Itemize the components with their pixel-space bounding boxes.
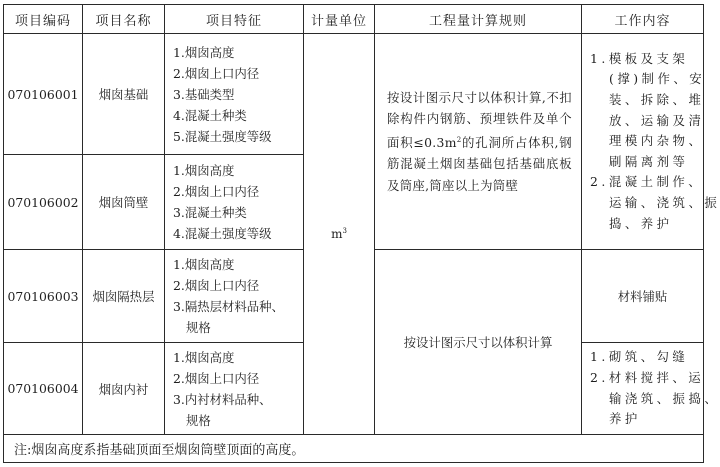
work-content-lining (582, 343, 720, 435)
rule-text-b: 的孔洞所占体积,钢筋混凝土烟囱基础包括基础底板及筒座,筒座以上为筒壁 (387, 134, 572, 193)
work-line: 运输、浇筑、振 (609, 194, 720, 210)
feature-line: 3.基础类型 (173, 86, 235, 102)
feature-line: 5.混凝土强度等级 (173, 128, 272, 144)
feature-line: 3.内衬材料品种、 (173, 391, 272, 407)
feature-line: 2.烟囱上口内径 (173, 65, 260, 81)
item-features (165, 250, 304, 343)
header-unit: 计量单位 (304, 5, 375, 34)
note-row (4, 435, 704, 463)
item-features (165, 155, 304, 250)
item-code: 070106002 (4, 155, 83, 250)
item-features (165, 34, 304, 155)
header-work: 工作内容 (582, 5, 704, 34)
item-code: 070106004 (4, 343, 83, 435)
feature-line: 4.混凝土种类 (173, 107, 247, 123)
header-rule: 工程量计算规则 (375, 5, 582, 34)
feature-line: 2.烟囱上口内径 (173, 278, 260, 293)
work-line: 养护 (609, 411, 641, 427)
feature-line: 1.烟囱高度 (173, 163, 235, 178)
item-code: 070106001 (4, 34, 83, 155)
work-line: 2.混凝土制作、 (590, 174, 705, 190)
feature-line: 2.烟囱上口内径 (173, 184, 260, 199)
item-name: 烟囱基础 (83, 34, 165, 155)
item-name: 烟囱内衬 (83, 343, 165, 435)
item-name: 烟囱隔热层 (83, 250, 165, 343)
header-features: 项目特征 (165, 5, 304, 34)
rule-text-a: 按设计图示尺寸以体积计算,不扣除构件内钢筋、预埋铁件及单个面积≤0.3m (387, 89, 572, 150)
table-row (4, 34, 704, 155)
feature-line: 1.烟囱高度 (173, 257, 235, 272)
feature-line: 4.混凝土强度等级 (173, 226, 272, 241)
feature-line: 1.烟囱高度 (173, 349, 235, 365)
table-note: 注:烟囱高度系指基础顶面至烟囱筒壁顶面的高度。 (4, 435, 704, 463)
calc-rule-volume: 按设计图示尺寸以体积计算 (375, 250, 582, 435)
work-line: 1.砌筑、勾缝 (590, 349, 689, 365)
feature-line: 2.烟囱上口内径 (173, 370, 260, 386)
feature-line: 规格 (186, 412, 211, 428)
item-features (165, 343, 304, 435)
feature-line: 3.混凝土种类 (173, 205, 247, 220)
item-code: 070106003 (4, 250, 83, 343)
quota-spec-table (3, 4, 720, 463)
work-line: 捣、养护 (609, 215, 673, 231)
unit-exponent: 3 (342, 227, 347, 235)
work-line: 2.材料搅拌、运 (590, 369, 705, 385)
work-line: 放、运输及清 (609, 112, 705, 128)
work-content-insulation: 材料铺贴 (582, 250, 704, 343)
header-row (4, 5, 704, 34)
header-name: 项目名称 (83, 5, 165, 34)
unit-base: m (331, 227, 343, 241)
work-line: 装、拆除、堆 (609, 92, 705, 108)
work-line: 理模内杂物、 (609, 133, 705, 149)
calc-rule-volume-detailed (375, 34, 582, 250)
work-line: 输浇筑、振捣、 (609, 390, 720, 406)
feature-line: 1.烟囱高度 (173, 44, 235, 60)
measure-unit (304, 34, 375, 435)
work-content-concrete (582, 34, 720, 250)
header-code: 项目编码 (4, 5, 83, 34)
work-line: 1.模板及支架 (590, 50, 689, 66)
feature-line: 3.隔热层材料品种、 (173, 299, 284, 314)
rule-exponent: 2 (456, 135, 462, 144)
work-line: (撑)制作、安 (609, 71, 706, 87)
item-name: 烟囱筒壁 (83, 155, 165, 250)
work-line: 刷隔离剂等 (609, 153, 689, 169)
feature-line: 规格 (186, 320, 211, 335)
